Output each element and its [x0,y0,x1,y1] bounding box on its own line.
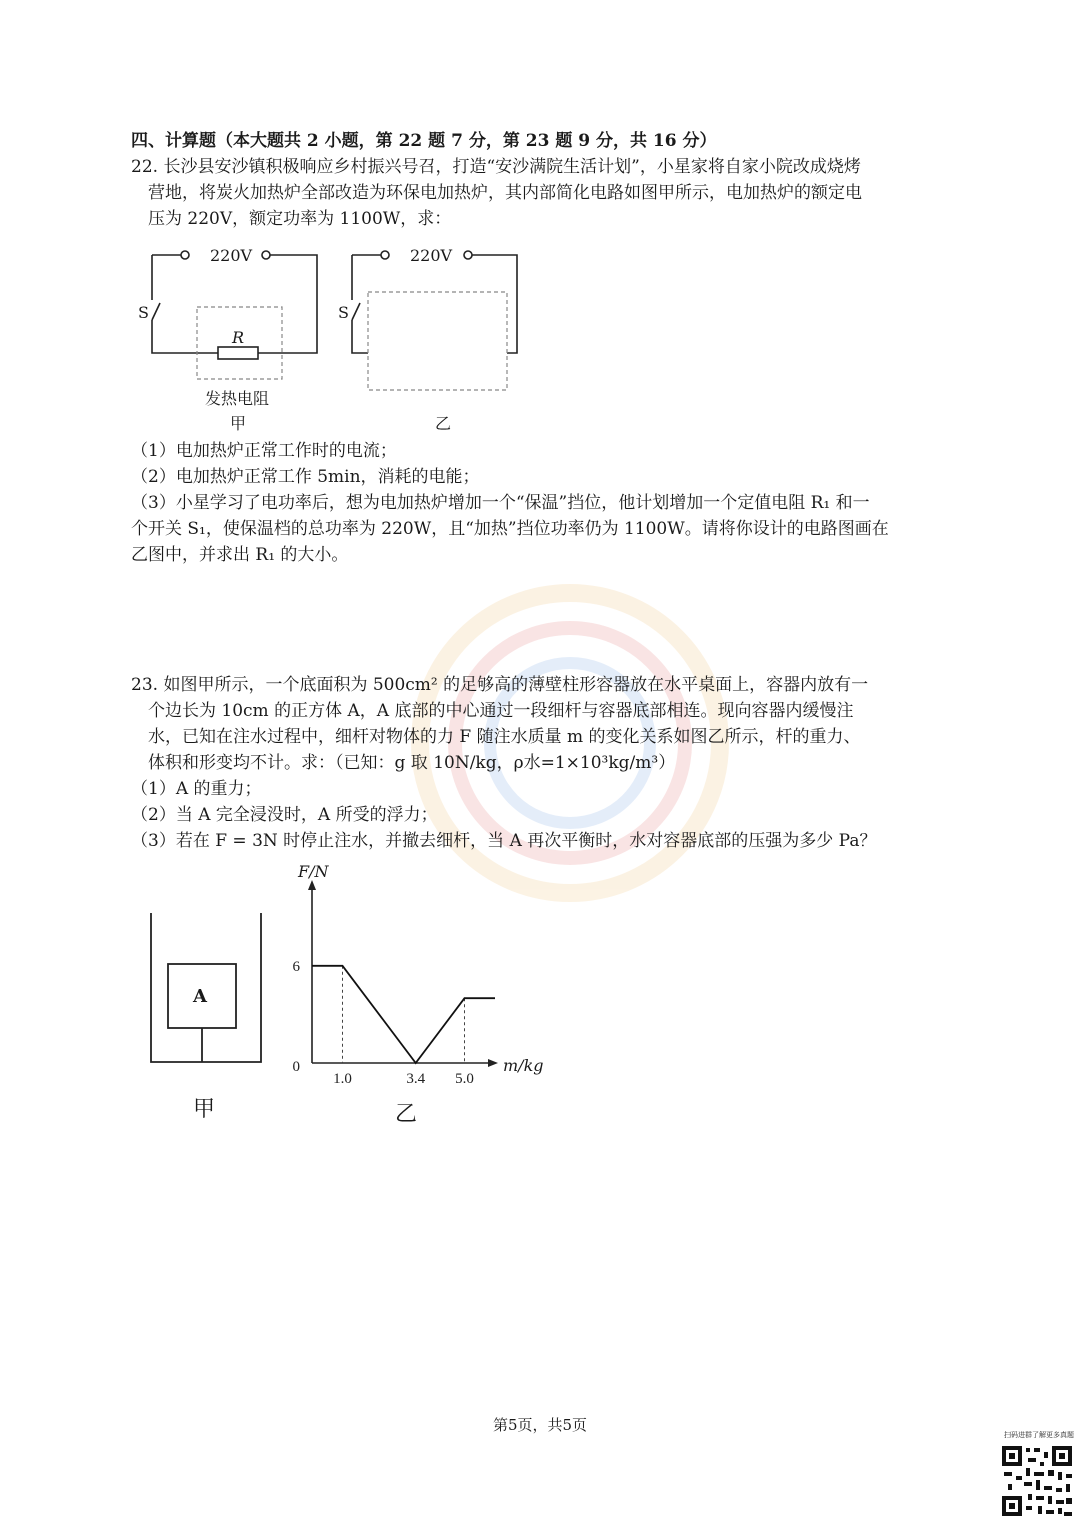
q22-stem-line: 22. 长沙县安沙镇积极响应乡村振兴号召，打造“安沙满院生活计划”，小星家将自家小院改成烧烤 [131,157,861,177]
jia-resistor-label: R [232,328,245,347]
y-tick-label: 0 [292,1059,300,1075]
q22-part: 个开关 S₁，使保温档的总功率为 220W，且“加热”挡位功率仍为 1100W。请将你设计的电路图画在 [131,519,889,539]
q23-stem-line: 水，已知在注水过程中，细杆对物体的力 F 随注水质量 m 的变化关系如图乙所示，杆的重力、 [148,727,861,747]
jia-voltage-label: 220V [210,246,253,265]
q23-part: （1）A 的重力； [131,779,262,799]
cube-a-label: A [193,986,207,1007]
qr-caption: 扫码进群了解更多真题 [1004,1431,1074,1439]
section-heading: 四、计算题（本大题共 2 小题，第 22 题 7 分，第 23 题 9 分，共 16 分） [131,131,717,151]
x-tick-label: 3.4 [406,1071,426,1087]
jia-box-caption: 发热电阻 [205,389,270,408]
yi-voltage-label: 220V [410,246,453,265]
q22-stem-line: 营地，将炭火加热炉全部改造为环保电加热炉，其内部简化电路如图甲所示，电加热炉的额定电 [148,183,862,203]
qr-code-icon [1000,1444,1074,1518]
x-tick-label: 1.0 [333,1071,352,1087]
q23-part: （2）当 A 完全浸没时，A 所受的浮力； [131,805,438,825]
q23-stem-line: 23. 如图甲所示，一个底面积为 500cm² 的足够高的薄壁柱形容器放在水平桌面上，容器内放有一 [131,675,869,695]
jia-switch-label: S [138,303,149,322]
yi-caption: 乙 [435,414,452,433]
y-tick-label: 6 [292,958,300,975]
q23-yi-caption: 乙 [395,1102,418,1127]
q22-part: 乙图中，并求出 R₁ 的大小。 [131,545,349,565]
page-footer: 第5页，共5页 [492,1416,588,1434]
chart-xlabel: m/kg [503,1056,544,1075]
q22-stem-line: 压为 220V，额定功率为 1100W，求： [148,209,452,229]
x-tick-label: 5.0 [455,1071,474,1087]
q23-stem-line: 体积和形变均不计。求：（已知：g 取 10N/kg，ρ水=1×10³kg/m³） [148,753,676,773]
chart-ylabel: F/N [298,862,329,881]
x-axis-arrow [488,1059,498,1067]
y-axis-arrow [308,880,316,890]
jia-caption: 甲 [230,414,247,433]
q23-jia-caption: 甲 [193,1097,216,1122]
q22-part: （3）小星学习了电功率后，想为电加热炉增加一个“保温”挡位，他计划增加一个定值电阻 R₁ 和一 [131,493,870,513]
q22-part: （1）电加热炉正常工作时的电流； [131,441,397,461]
q22-part: （2）电加热炉正常工作 5min，消耗的电能； [131,467,480,487]
yi-switch-label: S [338,303,349,322]
force-series-line [312,966,495,1063]
q23-part: （3）若在 F = 3N 时停止注水，并撤去细杆，当 A 再次平衡时，水对容器底部的压强为多少 Pa？ [131,831,877,851]
q23-stem-line: 个边长为 10cm 的正方体 A，A 底部的中心通过一段细杆与容器底部相连。现向容器内缓慢注 [148,701,854,721]
